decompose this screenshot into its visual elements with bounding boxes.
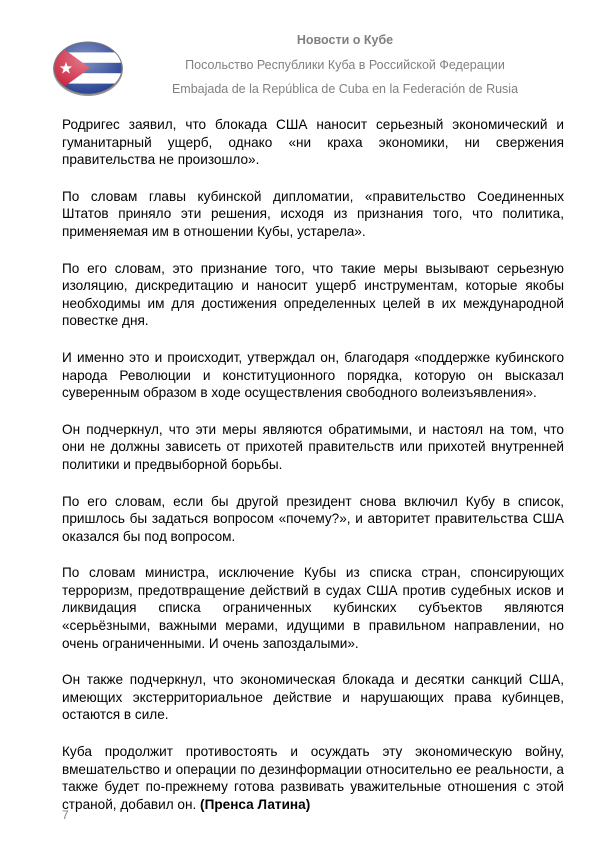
final-paragraph	[62, 743, 564, 813]
cuban-flag-oval-icon	[50, 38, 126, 98]
page-header	[0, 0, 608, 100]
paragraph: Он подчеркнул, что эти меры являются обратимыми, и настоял на том, что они не должны зависеть от прихотей правительств или прихотей внутренней политики и предвыборной борьбы.	[62, 421, 564, 472]
paragraph: По его словам, это признание того, что такие меры вызывают серьезную изоляцию, дискредитацию и наносит ущерб инструментам, которые якобы необходимы им для достижения определенных целей в их международной повестке дня.	[62, 260, 564, 329]
paragraph: По словам главы кубинской дипломатии, «правительство Соединенных Штатов приняло эти решения, исходя из признания того, что политика, применяемая им в отношении Кубы, устарела».	[62, 188, 564, 239]
final-paragraph-text: Куба продолжит противостоять и осуждать эту экономическую войну, вмешательство и операции по дезинформации относительно ее реальности, а также будет по-прежнему готова развивать уважительные отношения с этой страной, добавил он.	[62, 744, 564, 812]
newsletter-title: Новости о Кубе	[296, 33, 394, 47]
paragraph: По его словам, если бы другой президент снова включил Кубу в список, пришлось бы задаться вопросом «почему?», и авторитет правительства США оказался бы под вопросом.	[62, 493, 564, 544]
paragraph: Он также подчеркнул, что экономическая блокада и десятки санкций США, имеющих экстерриториальное действие и нарушающих права кубинцев, остаются в силе.	[62, 672, 564, 723]
paragraph: Родригес заявил, что блокада США наносит серьезный экономический и гуманитарный ущерб, однако «ни краха экономики, ни свержения правительства не произошло».	[62, 117, 564, 168]
paragraph: По словам министра, исключение Кубы из списка стран, спонсирующих терроризм, предотвращение действий в судах США против судебных исков и ликвидация списка ограниченных кубинских субъектов являются «серьёзными, важными мерами, идущими в правильном направлении, но очень ограниченными. И очень запоздалыми».	[62, 565, 564, 651]
embassy-name-es: Embajada de la República de Cuba en la Federación de Rusia	[171, 82, 519, 96]
page-number: 7	[62, 808, 69, 822]
paragraph: И именно это и происходит, утверждал он, благодаря «поддержке кубинского народа Революции и конституционного порядка, которую он высказал суверенным образом в ходе осуществления свободного волеизъявления».	[62, 349, 564, 401]
news-source: (Пренса Латина)	[200, 796, 311, 812]
article-body	[62, 116, 564, 832]
embassy-name-ru: Посольство Республики Куба в Российской Федерации	[185, 58, 505, 72]
